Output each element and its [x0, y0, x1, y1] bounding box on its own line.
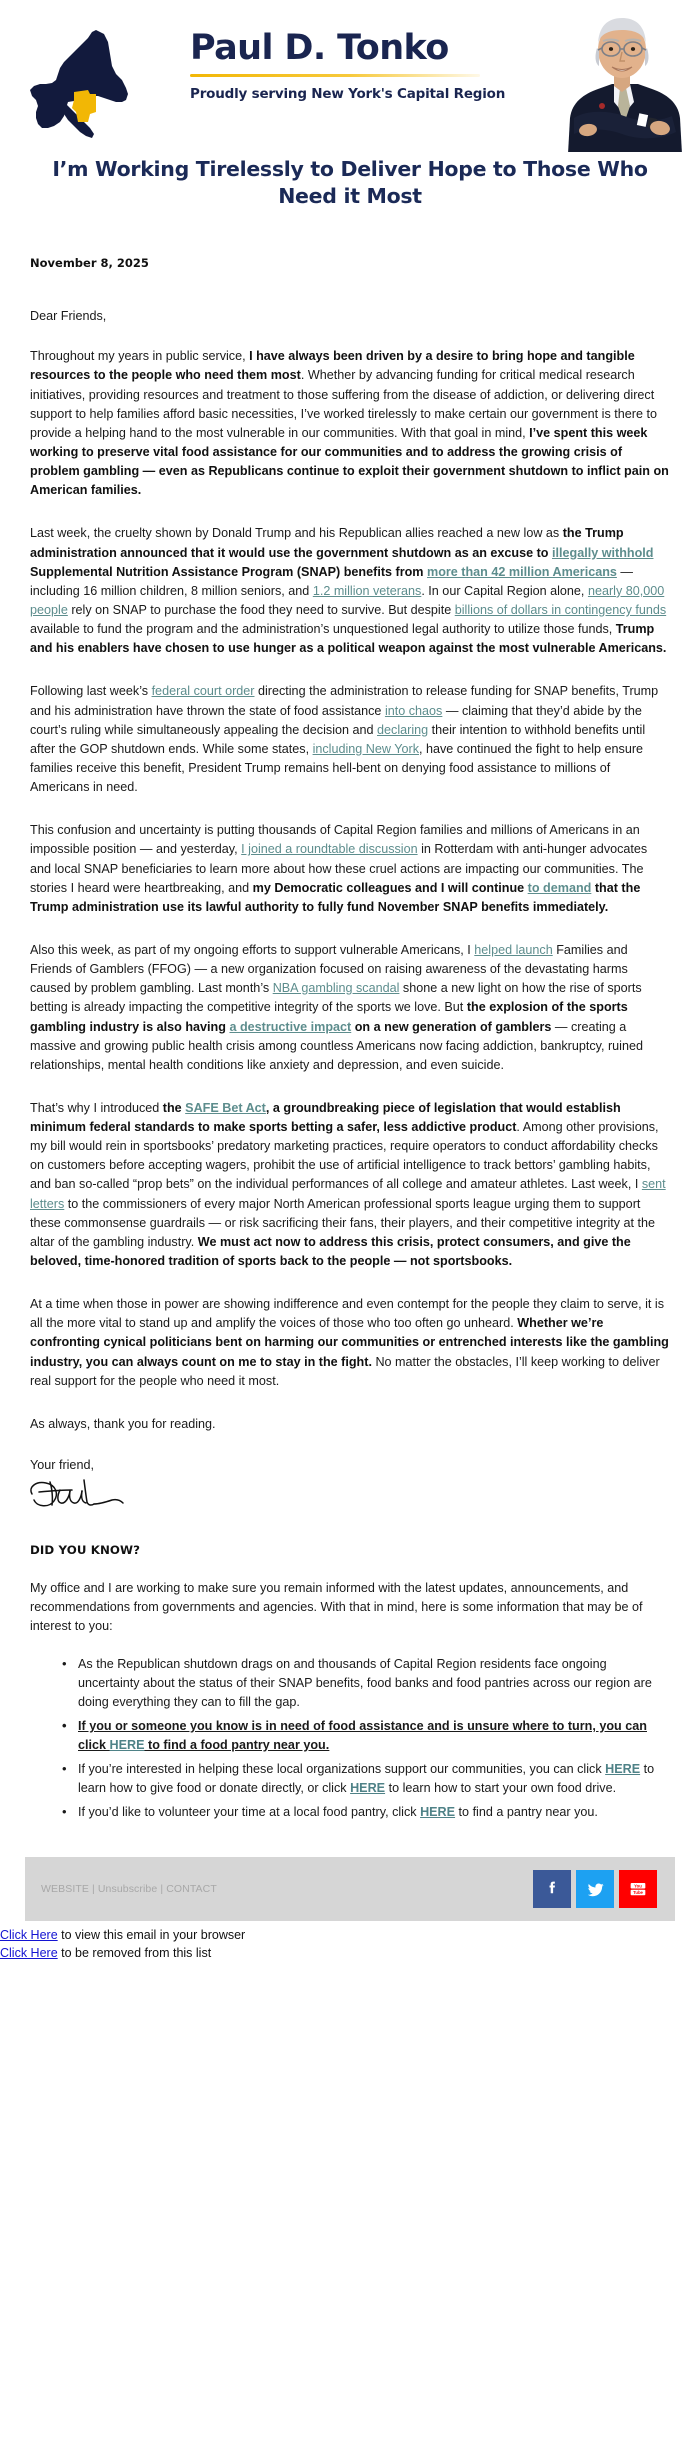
link-sent-letters[interactable]: sent letters: [30, 1177, 666, 1211]
p6-bold-1-tail: , a groundbreaking piece of legislation that would establish minimum federal standards to make sports betting a safer, less addictive product: [30, 1100, 621, 1135]
p2-bold-1-tail: Supplemental Nutrition Assistance Program (SNAP) benefits from: [30, 564, 427, 579]
link-declaring[interactable]: declaring: [377, 722, 429, 737]
p5-text-b: Families and Friends of Gamblers (FFOG) — a new organization focused on raising awareness of the devastating harms caused by problem gambling. Last month’s: [30, 942, 628, 996]
p2-text-f: available to fund the program and the administration’s unquestioned legal authority to utilize those funds,: [30, 622, 616, 637]
p4-text-b: in Rotterdam with anti-hunger advocates and local SNAP beneficiaries to learn more about how these cruel actions are impacting our communities. The stories I heard were heartbreaking, and: [30, 842, 648, 895]
gold-divider: [190, 74, 480, 77]
facebook-icon: [541, 1878, 563, 1900]
p2-text-c: — including 16 million children, 8 million seniors, and: [30, 564, 633, 598]
tail-link-row: [0, 1927, 700, 1945]
footer-sep-2: |: [157, 1883, 167, 1896]
list-item-text: As the Republican shutdown drags on and thousands of Capital Region residents face ongoing uncertainty about the status of their SNAP benefits, food banks and food pantries across our region are doing everything they can to fill the gap.: [78, 1657, 652, 1710]
list-item: [76, 1803, 670, 1822]
p2-text-d: . In our Capital Region alone,: [421, 583, 588, 598]
p4-bold-1-tail: that the Trump administration use its lawful authority to fully fund November SNAP benefits immediately.: [30, 880, 641, 914]
here-link[interactable]: HERE: [350, 1780, 386, 1795]
p4-bold-1-text: my Democratic colleagues and I will continue: [252, 880, 528, 895]
p5-bold-1-tail: on a new generation of gamblers: [351, 1019, 552, 1034]
here-link[interactable]: HERE: [605, 1761, 641, 1776]
p5-text-d: — creating a massive and growing public health crisis among countless Americans now facing addiction, bankruptcy, ruined relationships, mental health conditions like anxiety and depression, and even suicide.: [30, 1019, 643, 1072]
letter-closing: As always, thank you for reading.: [30, 1416, 216, 1431]
link-into-chaos[interactable]: into chaos: [384, 703, 443, 718]
list-item-text: If you or someone you know is in need of food assistance and is unsure where to turn, you can click: [78, 1718, 647, 1752]
link-1-2-million-veterans[interactable]: 1.2 million veterans: [312, 583, 422, 598]
link-42-million-americans[interactable]: more than 42 million Americans: [427, 564, 617, 579]
svg-text:You: You: [634, 1883, 642, 1889]
letter-body: [0, 256, 700, 1821]
list-item: [76, 1717, 670, 1755]
link-destructive-impact[interactable]: a destructive impact: [229, 1019, 352, 1034]
letter-date: November 8, 2025: [30, 256, 149, 271]
list-item-text: to learn how to give food or donate directly, or click: [78, 1761, 655, 1795]
youtube-icon: [627, 1878, 649, 1900]
p6-text-d: to the commissioners of every major North American professional sports league urging them to support these commonsense guardrails — or risk sacrificing their fans, their players, and their competitive integrity at the altar of the gambling industry.: [30, 1196, 656, 1249]
link-illegally-withhold[interactable]: illegally withhold: [552, 545, 654, 560]
twitter-icon: [584, 1878, 607, 1901]
p3-text-c: — claiming that they’d abide by the court’s ruling while simultaneously appealing the decision and: [30, 703, 642, 737]
newsletter-headline: I’m Working Tirelessly to Deliver Hope to Those Who Need it Most: [52, 157, 648, 208]
here-link[interactable]: HERE: [109, 1737, 145, 1752]
p6-text-a: That’s why I introduced: [30, 1100, 163, 1115]
link-federal-court-order[interactable]: federal court order: [151, 684, 255, 699]
link-nba-gambling-scandal[interactable]: NBA gambling scandal: [272, 981, 400, 996]
p5-text-c: shone a new light on how the rise of sports betting is already impacting the competitive integrity of the sports we love. But: [30, 981, 642, 1015]
list-item: [76, 1655, 670, 1712]
p3-text-d: their intention to withhold benefits until after the GOP shutdown ends. While some states,: [30, 722, 646, 756]
list-item-text: to find a pantry near you.: [455, 1804, 598, 1819]
page-title: Paul D. Tonko: [190, 28, 449, 68]
p1-text-a: Throughout my years in public service,: [30, 349, 250, 364]
masthead-header: [0, 0, 700, 152]
p7-text-a: At a time when those in power are showing indifference and even contempt for the people they claim to serve, it is all the more vital to stand up and amplify the voices of those who too often go unheard.: [30, 1297, 665, 1331]
p3-text-e: , have continued the fight to help ensure families receive this benefit, President Trump remains hell-bent on denying food assistance to millions of Americans in need.: [30, 741, 644, 795]
p1-text-c: . Whether by advancing funding for critical medical research initiatives, providing resources and treatment to those suffering from the disease of addiction, or delivering direct support to help families afford basic necessities, I’ve worked tirelessly to make certain our government is there to provide a helping hand to the most vulnerable in our communities. With that goal in mind,: [30, 368, 657, 440]
footer-contact-link[interactable]: CONTACT: [166, 1883, 217, 1896]
did-you-know-list: [30, 1655, 670, 1821]
link-nearly-80000-people[interactable]: nearly 80,000 people: [30, 583, 665, 617]
list-item-text: If you’re interested in helping these local organizations support our communities, you can click: [78, 1761, 606, 1776]
p7-bold-1: Whether we’re confronting cynical politicians bent on harming our communities or entrenched interests like the gambling industry, you can always count on me to stay in the fight.: [30, 1316, 669, 1369]
footer-sep-1: |: [88, 1883, 98, 1896]
tail-link-text: to view this email in your browser: [57, 1928, 246, 1943]
p4-text-a: This confusion and uncertainty is putting thousands of Capital Region families and millions of Americans in an impossible position — and yesterday,: [30, 823, 640, 857]
p2-bold-3: Trump and his enablers have chosen to use hunger as a political weapon against the most vulnerable Americans.: [30, 622, 667, 656]
twitter-button[interactable]: [576, 1870, 614, 1908]
p1-bold-2: I’ve spent this week working to preserve vital food assistance for our communities and to address the growing crisis of problem gambling — even as Republicans continue to exploit their government shutdown to inflict pain on American families.: [30, 425, 669, 498]
p6-bold-1-text: the: [162, 1100, 186, 1115]
tail-link-text: to be removed from this list: [57, 1946, 212, 1961]
p2-text-a: Last week, the cruelty shown by Donald Trump and his Republican allies reached a new low as: [30, 526, 563, 541]
paragraph-2: [30, 524, 670, 658]
tail-link-row: [0, 1945, 700, 1963]
list-item-text: If you’d like to volunteer your time at a local food pantry, click: [78, 1804, 421, 1819]
paragraph-1: [30, 347, 670, 500]
link-to-demand[interactable]: to demand: [527, 880, 592, 895]
link-including-new-york[interactable]: including New York: [312, 741, 419, 756]
youtube-button[interactable]: [619, 1870, 657, 1908]
social-links-row: [533, 1870, 657, 1908]
link-roundtable-discussion[interactable]: I joined a roundtable discussion: [241, 842, 418, 857]
list-item: [76, 1760, 670, 1798]
did-you-know-intro: My office and I are working to make sure you remain informed with the latest updates, announcements, and recommendations from governments and agencies. With that in mind, here is some information that may be of interest to you:: [30, 1580, 643, 1634]
paragraph-7: [30, 1295, 670, 1391]
congressman-portrait-image: [552, 6, 692, 152]
svg-text:Tube: Tube: [633, 1890, 643, 1896]
footer-bar: [25, 1857, 675, 1921]
paragraph-5: [30, 941, 670, 1075]
link-contingency-funds[interactable]: billions of dollars in contingency funds: [454, 602, 667, 617]
did-you-know-title: DID YOU KNOW?: [30, 1542, 141, 1557]
p1-bold-1: I have always been driven by a desire to bring hope and tangible resources to the people who need them most: [30, 349, 635, 383]
brand-block: [190, 30, 520, 102]
p3-text-b: directing the administration to release funding for SNAP benefits, Trump and his administration have thrown the state of food assistance: [30, 684, 659, 718]
footer-unsubscribe-link[interactable]: Unsubscribe: [97, 1883, 158, 1896]
p2-bold-1-text: the Trump administration announced that it would use the government shutdown as an excuse to: [30, 526, 624, 560]
link-helped-launch[interactable]: helped launch: [474, 942, 553, 957]
p2-text-e: rely on SNAP to purchase the food they need to survive. But despite: [67, 602, 455, 617]
remove-from-list-link[interactable]: Click Here: [0, 1946, 58, 1961]
view-in-browser-link[interactable]: Click Here: [0, 1928, 58, 1943]
paul-signature-image: [26, 1474, 146, 1516]
here-link[interactable]: HERE: [420, 1804, 456, 1819]
link-safe-bet-act[interactable]: SAFE Bet Act: [185, 1100, 266, 1115]
p7-text-c: No matter the obstacles, I’ll keep working to deliver real support for the people who need it most.: [30, 1354, 660, 1388]
p6-bold-3: We must act now to address this crisis, protect consumers, and give the beloved, time-honored tradition of sports back to the people — not sportsbooks.: [30, 1234, 631, 1269]
footer-link-group: [41, 1883, 217, 1895]
p3-text-a: Following last week’s: [30, 684, 152, 699]
new-york-state-map-icon: [22, 28, 142, 146]
list-item-text: to learn how to start your own food drive.: [385, 1780, 617, 1795]
letter-salutation: Dear Friends,: [30, 309, 107, 324]
paragraph-3: [30, 682, 670, 797]
paragraph-6: [30, 1099, 670, 1271]
facebook-button[interactable]: [533, 1870, 571, 1908]
p5-bold-1-text: the explosion of the sports gambling industry is also having: [30, 1000, 628, 1034]
footer-wrapper: [0, 1857, 700, 1921]
footer-website-link[interactable]: WEBSITE: [41, 1883, 89, 1896]
list-item-text: to find a food pantry near you.: [144, 1737, 330, 1752]
letter-signoff: Your friend,: [30, 1457, 94, 1472]
p5-text-a: Also this week, as part of my ongoing efforts to support vulnerable Americans, I: [30, 942, 475, 957]
brand-tagline: Proudly serving New York's Capital Region: [190, 85, 506, 102]
p6-text-c: . Among other provisions, my bill would rein in sportsbooks’ predatory marketing practices, require operators to conduct affordability checks on customers before accepting wagers, prohibit the use of artificial intelligence to track bettors’ gambling habits, and ban so-called “prop bets” on the individual performances of all college and amateur athletes. Last week, I: [30, 1120, 659, 1192]
email-tail-links: [0, 1921, 700, 1963]
paragraph-4: [30, 821, 670, 917]
